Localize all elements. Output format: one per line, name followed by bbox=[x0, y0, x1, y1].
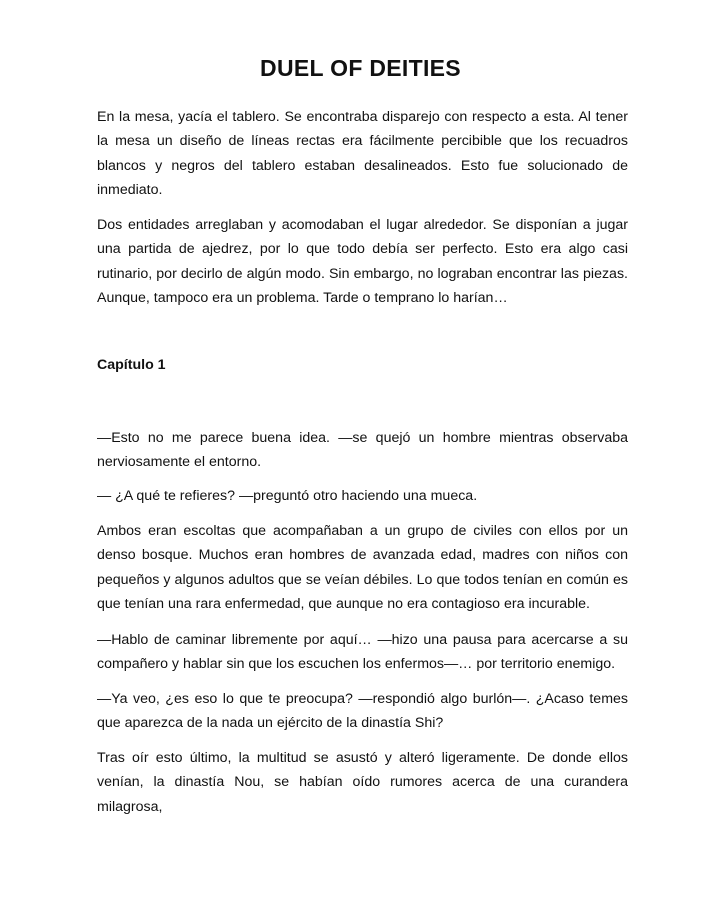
chapter-paragraph-2: — ¿A qué te refieres? —preguntó otro haciendo una mueca. bbox=[97, 488, 478, 504]
document-title: DUEL OF DEITIES bbox=[260, 55, 461, 81]
chapter-paragraph-5: —Ya veo, ¿es eso lo que te preocupa? —respondió algo burlón—. ¿Acaso temes que aparezca de la nada un ejército de la dinastía Shi? bbox=[97, 691, 628, 732]
chapter-paragraph-4: —Hablo de caminar libremente por aquí… —hizo una pausa para acercarse a su compañero y hablar sin que los escuchen los enfermos—… por territorio enemigo. bbox=[97, 632, 628, 673]
chapter-paragraph-6: Tras oír esto último, la multitud se asustó y alteró ligeramente. De donde ellos venían, la dinastía Nou, se habían oído rumores acerca de una curandera milagrosa, bbox=[97, 750, 628, 815]
chapter-paragraph-1: —Esto no me parece buena idea. —se quejó un hombre mientras observaba nerviosamente el entorno. bbox=[97, 430, 628, 471]
chapter-paragraph-3: Ambos eran escoltas que acompañaban a un grupo de civiles con ellos por un denso bosque. Muchos eran hombres de avanzada edad, madres con niños con pequeños y algunos adultos que se veían débiles. Lo que todos tenían en común es que tenían una rara enfermedad, que aunque no era contagioso era incurable. bbox=[97, 523, 628, 613]
chapter-heading: Capítulo 1 bbox=[97, 357, 166, 373]
intro-paragraph-2: Dos entidades arreglaban y acomodaban el lugar alrededor. Se disponían a jugar una partida de ajedrez, por lo que todo debía ser perfecto. Esto era algo casi rutinario, por decirlo de algún modo. Sin embargo, no lograban encontrar las piezas. Aunque, tampoco era un problema. Tarde o temprano lo harían… bbox=[97, 217, 628, 307]
intro-paragraph-1: En la mesa, yacía el tablero. Se encontraba disparejo con respecto a esta. Al tener la mesa un diseño de líneas rectas era fácilmente percibible que los recuadros blancos y negros del tablero estaban desalineados. Esto fue solucionado de inmediato. bbox=[97, 109, 628, 199]
